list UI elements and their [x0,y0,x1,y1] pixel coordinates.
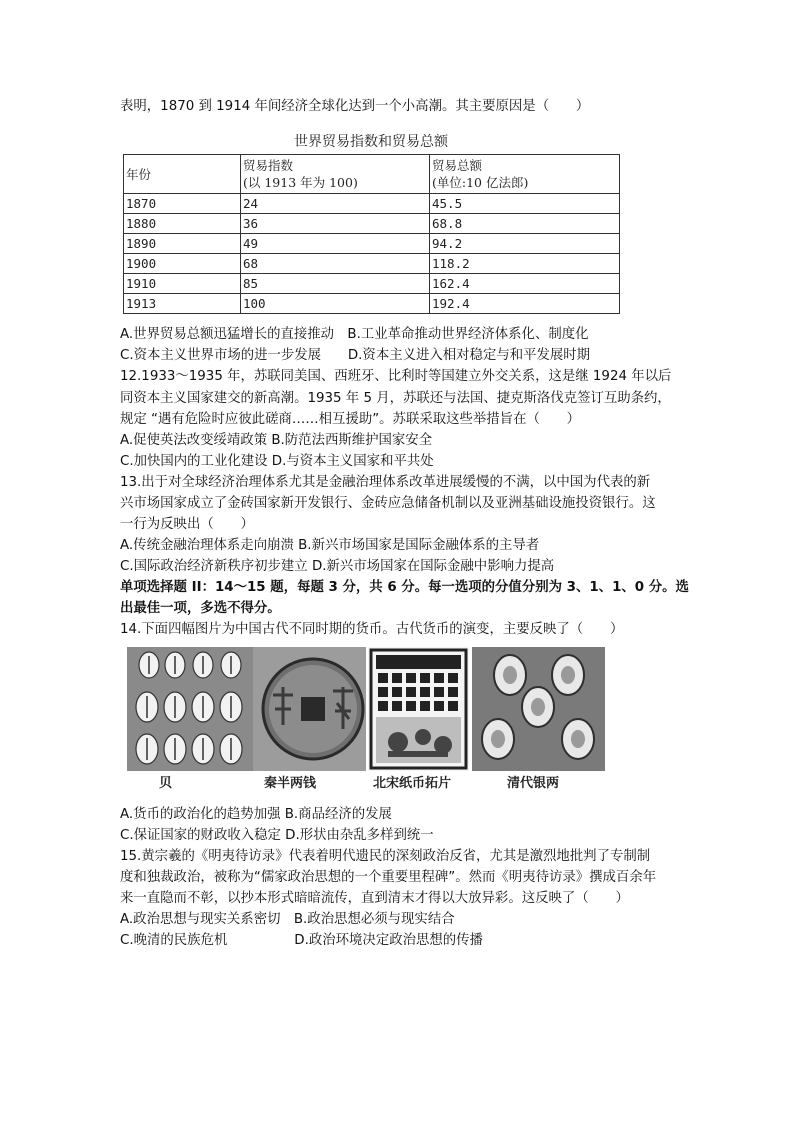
cell-year: 1870 [124,194,241,214]
table-row [124,274,620,294]
q13-stem-2: 兴市场国家成立了金砖国家新开发银行、金砖应急储备机制以及亚洲基础设施投资银行。这 [120,496,656,511]
cell-total: 118.2 [430,254,620,274]
q12-stem-3: 规定 “遇有危险时应彼此磋商……相互援助”。苏联采取这些举措旨在（ ） [120,412,581,427]
header-year: 年份 [124,155,241,194]
table-caption: 世界贸易指数和贸易总额 [294,134,448,150]
table-row [124,214,620,234]
q12-options-ab: A.促使英法改变绥靖政策 B.防范法西斯维护国家安全 [120,433,433,448]
q14-options-cd: C.保证国家的财政收入稳定 D.形状由杂乱多样到统一 [120,828,434,843]
cell-total: 45.5 [430,194,620,214]
header-total-note: (单位:10 亿法郎) [432,175,529,190]
banliang-coin-image [253,647,366,771]
q11-options-cd: C.资本主义世界市场的进一步发展 D.资本主义进入相对稳定与和平发展时期 [120,348,591,363]
table-row [124,254,620,274]
cell-index: 85 [241,274,430,294]
section-2-header-2: 出最佳一项，多选不得分。 [120,601,281,616]
caption-shell: 贝 [159,776,173,791]
shell-money-image [127,647,253,771]
q13-options-cd: C.国际政治经济新秩序初步建立 D.新兴市场国家在国际金融中影响力提高 [120,559,555,574]
q14-stem: 14.下面四幅图片为中国古代不同时期的货币。古代货币的演变，主要反映了（ ） [120,622,624,637]
cell-total: 192.4 [430,294,620,314]
header-index-label: 贸易指数 [243,158,294,173]
q15-options-ab: A.政治思想与现实关系密切 B.政治思想必须与现实结合 [120,912,455,927]
cell-year: 1880 [124,214,241,234]
header-total-label: 贸易总额 [432,158,483,173]
q15-stem-2: 度和独裁政治，被称为“儒家政治思想的一个重要里程碑”。然而《明夷待访录》撰成百余年 [120,870,657,885]
q13-stem-1: 13.出于对全球经济治理体系尤其是金融治理体系改革进展缓慢的不满，以中国为代表的新 [120,475,651,490]
q15-options-cd: C.晚清的民族危机 D.政治环境决定政治思想的传播 [120,933,483,948]
header-index-note: (以 1913 年为 100) [243,175,358,190]
cell-index: 36 [241,214,430,234]
q15-stem-3: 来一直隐而不彰，以抄本形式暗暗流传，直到清末才得以大放异彩。这反映了（ ） [120,891,629,906]
header-trade-index [241,155,430,194]
q12-stem-2: 同资本主义国家建交的新高潮。1935 年 5 月，苏联还与法国、捷克斯洛伐克签订互助条约， [120,391,671,406]
cell-year: 1890 [124,234,241,254]
q12-stem-1: 12.1933～1935 年，苏联同美国、西班牙、比利时等国建立外交关系，这是继 1924 年以后 [120,369,672,384]
q12-options-cd: C.加快国内的工业化建设 D.与资本主义国家和平共处 [120,454,434,469]
cell-index: 24 [241,194,430,214]
currency-figure [127,647,605,795]
caption-banliang: 秦半两钱 [264,776,317,791]
song-paper-money-image [368,647,469,771]
cell-index: 100 [241,294,430,314]
qing-silver-ingot-image [472,647,605,771]
caption-qing-silver: 清代银两 [507,776,560,791]
q15-stem-1: 15.黄宗羲的《明夷待访录》代表着明代遗民的深刻政治反省，尤其是激烈地批判了专制制 [120,849,651,864]
section-2-header-1: 单项选择题 II：14～15 题，每题 3 分，共 6 分。每一选项的分值分别为 3、1、1、0 分。选 [120,580,689,595]
q13-stem-3: 一行为反映出（ ） [120,517,254,532]
trade-table-figure [121,127,621,316]
table-row [124,234,620,254]
cell-total: 68.8 [430,214,620,234]
cell-index: 49 [241,234,430,254]
table-row [124,294,620,314]
cell-total: 94.2 [430,234,620,254]
q11-options-ab: A.世界贸易总额迅猛增长的直接推动 B.工业革命推动世界经济体系化、制度化 [120,327,589,342]
cell-index: 68 [241,254,430,274]
header-trade-total [430,155,620,194]
caption-song-paper-money: 北宋纸币拓片 [373,776,452,791]
q13-options-ab: A.传统金融治理体系走向崩溃 B.新兴市场国家是国际金融体系的主导者 [120,538,540,553]
q11-stem-tail: 表明，1870 到 1914 年间经济全球化达到一个小高潮。其主要原因是（ ） [120,99,590,114]
q14-options-ab: A.货币的政治化的趋势加强 B.商品经济的发展 [120,807,392,822]
table-row [124,194,620,214]
table-header-row [124,155,620,194]
cell-year: 1910 [124,274,241,294]
cell-year: 1913 [124,294,241,314]
trade-table [123,154,620,314]
cell-year: 1900 [124,254,241,274]
cell-total: 162.4 [430,274,620,294]
